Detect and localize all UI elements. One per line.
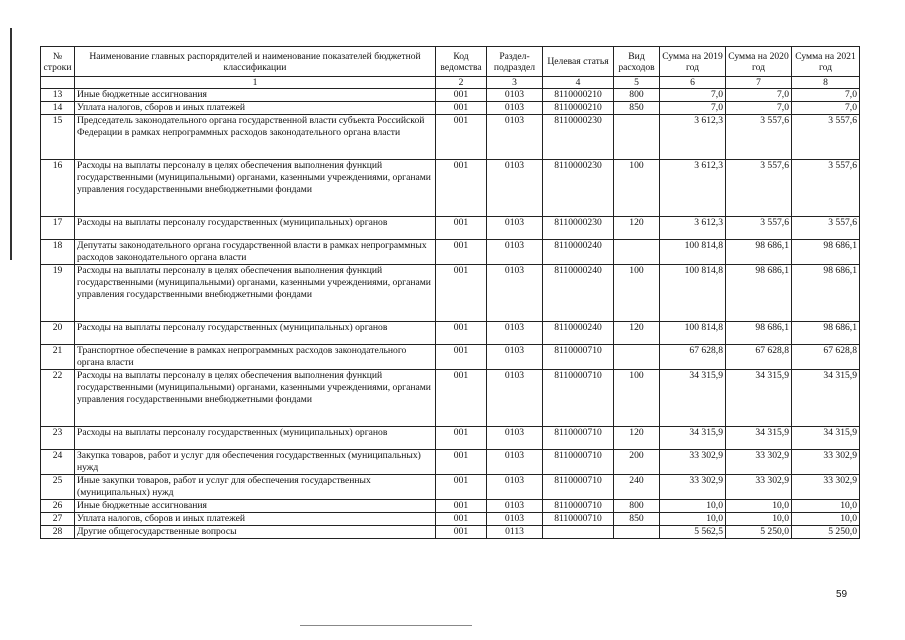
row-razdel: 0103 xyxy=(487,115,543,160)
header-number: 4 xyxy=(543,77,614,89)
row-vid xyxy=(614,526,660,539)
row-razdel: 0103 xyxy=(487,427,543,450)
row-name: Депутаты законодательного органа государственной власти в рамках непрограммных расходов законодательного органа власти xyxy=(75,240,436,265)
table-row xyxy=(41,160,860,217)
row-number: 19 xyxy=(41,265,75,322)
table-row xyxy=(41,427,860,450)
row-kod: 001 xyxy=(436,345,487,370)
row-number: 27 xyxy=(41,513,75,526)
row-kod: 001 xyxy=(436,526,487,539)
row-vid: 120 xyxy=(614,217,660,240)
row-sum-2019: 67 628,8 xyxy=(660,345,726,370)
row-celevaya: 8110000230 xyxy=(543,217,614,240)
header-sum-2019: Сумма на 2019 год xyxy=(660,47,726,77)
table-row xyxy=(41,345,860,370)
row-razdel: 0103 xyxy=(487,322,543,345)
table-row xyxy=(41,526,860,539)
table-row xyxy=(41,115,860,160)
row-name: Расходы на выплаты персоналу в целях обеспечения выполнения функций государственными (муниципальными) органами, казенными учреждениями, органами управления государственными внебюджетными фондами xyxy=(75,160,436,217)
page-number: 59 xyxy=(836,589,848,600)
row-sum-2020: 98 686,1 xyxy=(726,240,792,265)
row-sum-2019: 100 814,8 xyxy=(660,240,726,265)
row-celevaya: 8110000710 xyxy=(543,500,614,513)
row-razdel: 0103 xyxy=(487,265,543,322)
header-number: 2 xyxy=(436,77,487,89)
header-number-blank xyxy=(41,77,75,89)
header-number: 1 xyxy=(75,77,436,89)
row-sum-2020: 5 250,0 xyxy=(726,526,792,539)
row-sum-2021: 3 557,6 xyxy=(792,115,860,160)
row-celevaya: 8110000230 xyxy=(543,160,614,217)
row-sum-2020: 34 315,9 xyxy=(726,427,792,450)
table-row xyxy=(41,500,860,513)
row-sum-2020: 3 557,6 xyxy=(726,217,792,240)
row-vid: 100 xyxy=(614,160,660,217)
row-number: 13 xyxy=(41,89,75,102)
row-number: 20 xyxy=(41,322,75,345)
row-kod: 001 xyxy=(436,102,487,115)
row-sum-2021: 7,0 xyxy=(792,89,860,102)
row-sum-2019: 10,0 xyxy=(660,500,726,513)
row-razdel: 0103 xyxy=(487,500,543,513)
row-kod: 001 xyxy=(436,450,487,475)
header-vid: Вид расходов xyxy=(614,47,660,77)
header-sum-2021: Сумма на 2021 год xyxy=(792,47,860,77)
row-sum-2021: 3 557,6 xyxy=(792,160,860,217)
row-name: Иные бюджетные ассигнования xyxy=(75,89,436,102)
row-sum-2021: 98 686,1 xyxy=(792,322,860,345)
row-sum-2021: 34 315,9 xyxy=(792,427,860,450)
row-celevaya: 8110000710 xyxy=(543,345,614,370)
row-sum-2020: 67 628,8 xyxy=(726,345,792,370)
row-razdel: 0103 xyxy=(487,513,543,526)
row-vid: 850 xyxy=(614,102,660,115)
row-vid: 240 xyxy=(614,475,660,500)
row-number: 14 xyxy=(41,102,75,115)
row-sum-2021: 34 315,9 xyxy=(792,370,860,427)
budget-table xyxy=(40,46,860,539)
row-number: 24 xyxy=(41,450,75,475)
row-sum-2021: 5 250,0 xyxy=(792,526,860,539)
row-celevaya: 8110000210 xyxy=(543,102,614,115)
row-vid: 100 xyxy=(614,265,660,322)
row-sum-2020: 33 302,9 xyxy=(726,450,792,475)
row-celevaya: 8110000710 xyxy=(543,427,614,450)
row-sum-2020: 98 686,1 xyxy=(726,322,792,345)
row-name: Расходы на выплаты персоналу государственных (муниципальных) органов xyxy=(75,427,436,450)
margin-line xyxy=(10,28,12,260)
row-celevaya: 8110000710 xyxy=(543,370,614,427)
row-vid: 120 xyxy=(614,427,660,450)
row-sum-2019: 100 814,8 xyxy=(660,265,726,322)
header-number: 8 xyxy=(792,77,860,89)
table-row xyxy=(41,322,860,345)
row-celevaya: 8110000710 xyxy=(543,513,614,526)
row-name: Расходы на выплаты персоналу в целях обеспечения выполнения функций государственными (муниципальными) органами, казенными учреждениями, органами управления государственными внебюджетными фондами xyxy=(75,370,436,427)
row-number: 15 xyxy=(41,115,75,160)
row-sum-2021: 10,0 xyxy=(792,500,860,513)
row-vid xyxy=(614,345,660,370)
row-razdel: 0103 xyxy=(487,345,543,370)
row-number: 16 xyxy=(41,160,75,217)
row-sum-2020: 10,0 xyxy=(726,513,792,526)
row-kod: 001 xyxy=(436,370,487,427)
header-number: 5 xyxy=(614,77,660,89)
row-sum-2021: 7,0 xyxy=(792,102,860,115)
row-kod: 001 xyxy=(436,322,487,345)
row-sum-2021: 67 628,8 xyxy=(792,345,860,370)
row-number: 23 xyxy=(41,427,75,450)
row-name: Транспортное обеспечение в рамках непрограммных расходов законодательного органа власти xyxy=(75,345,436,370)
table-row xyxy=(41,513,860,526)
row-sum-2019: 34 315,9 xyxy=(660,370,726,427)
row-sum-2020: 7,0 xyxy=(726,89,792,102)
header-row xyxy=(41,47,860,77)
header-number: 6 xyxy=(660,77,726,89)
row-kod: 001 xyxy=(436,265,487,322)
row-sum-2019: 5 562,5 xyxy=(660,526,726,539)
row-sum-2019: 7,0 xyxy=(660,89,726,102)
row-vid: 120 xyxy=(614,322,660,345)
row-vid: 850 xyxy=(614,513,660,526)
row-sum-2020: 3 557,6 xyxy=(726,160,792,217)
row-name: Уплата налогов, сборов и иных платежей xyxy=(75,513,436,526)
row-vid xyxy=(614,115,660,160)
row-sum-2020: 10,0 xyxy=(726,500,792,513)
row-sum-2019: 3 612,3 xyxy=(660,160,726,217)
table-row xyxy=(41,450,860,475)
row-sum-2021: 33 302,9 xyxy=(792,450,860,475)
row-name: Уплата налогов, сборов и иных платежей xyxy=(75,102,436,115)
row-number: 18 xyxy=(41,240,75,265)
header-num: № строки xyxy=(41,47,75,77)
row-number: 28 xyxy=(41,526,75,539)
header-numbers-row xyxy=(41,77,860,89)
row-kod: 001 xyxy=(436,475,487,500)
row-celevaya: 8110000240 xyxy=(543,265,614,322)
row-sum-2021: 33 302,9 xyxy=(792,475,860,500)
row-name: Председатель законодательного органа государственной власти субъекта Российской Федерации в рамках непрограммных расходов законодательного органа власти xyxy=(75,115,436,160)
row-vid: 800 xyxy=(614,89,660,102)
row-kod: 001 xyxy=(436,513,487,526)
row-razdel: 0103 xyxy=(487,217,543,240)
row-razdel: 0103 xyxy=(487,89,543,102)
row-kod: 001 xyxy=(436,427,487,450)
row-vid: 800 xyxy=(614,500,660,513)
row-razdel: 0103 xyxy=(487,370,543,427)
row-sum-2019: 7,0 xyxy=(660,102,726,115)
row-sum-2021: 98 686,1 xyxy=(792,265,860,322)
row-sum-2020: 3 557,6 xyxy=(726,115,792,160)
row-sum-2019: 33 302,9 xyxy=(660,475,726,500)
row-sum-2019: 34 315,9 xyxy=(660,427,726,450)
row-name: Иные бюджетные ассигнования xyxy=(75,500,436,513)
header-sum-2020: Сумма на 2020 год xyxy=(726,47,792,77)
row-name: Закупка товаров, работ и услуг для обеспечения государственных (муниципальных) нужд xyxy=(75,450,436,475)
table-row xyxy=(41,89,860,102)
table-row xyxy=(41,370,860,427)
row-number: 21 xyxy=(41,345,75,370)
header-celevaya: Целевая статья xyxy=(543,47,614,77)
header-number: 3 xyxy=(487,77,543,89)
table-row xyxy=(41,475,860,500)
row-sum-2020: 33 302,9 xyxy=(726,475,792,500)
row-sum-2020: 7,0 xyxy=(726,102,792,115)
row-celevaya: 8110000240 xyxy=(543,240,614,265)
row-celevaya: 8110000210 xyxy=(543,89,614,102)
row-celevaya: 8110000240 xyxy=(543,322,614,345)
row-vid xyxy=(614,240,660,265)
row-name: Расходы на выплаты персоналу в целях обеспечения выполнения функций государственными (муниципальными) органами, казенными учреждениями, органами управления государственными внебюджетными фондами xyxy=(75,265,436,322)
row-razdel: 0103 xyxy=(487,475,543,500)
table-row xyxy=(41,102,860,115)
row-kod: 001 xyxy=(436,500,487,513)
row-razdel: 0103 xyxy=(487,160,543,217)
row-number: 17 xyxy=(41,217,75,240)
row-sum-2019: 10,0 xyxy=(660,513,726,526)
header-number: 7 xyxy=(726,77,792,89)
row-sum-2021: 10,0 xyxy=(792,513,860,526)
row-name: Расходы на выплаты персоналу государственных (муниципальных) органов xyxy=(75,217,436,240)
row-razdel: 0103 xyxy=(487,240,543,265)
row-sum-2021: 98 686,1 xyxy=(792,240,860,265)
row-number: 25 xyxy=(41,475,75,500)
row-sum-2019: 100 814,8 xyxy=(660,322,726,345)
row-kod: 001 xyxy=(436,115,487,160)
row-kod: 001 xyxy=(436,240,487,265)
row-razdel: 0103 xyxy=(487,450,543,475)
row-kod: 001 xyxy=(436,217,487,240)
row-number: 26 xyxy=(41,500,75,513)
row-sum-2019: 3 612,3 xyxy=(660,115,726,160)
row-celevaya: 8110000710 xyxy=(543,450,614,475)
row-name: Иные закупки товаров, работ и услуг для обеспечения государственных (муниципальных) нужд xyxy=(75,475,436,500)
row-celevaya: 8110000710 xyxy=(543,475,614,500)
row-sum-2019: 33 302,9 xyxy=(660,450,726,475)
row-celevaya xyxy=(543,526,614,539)
header-kod: Код ведомства xyxy=(436,47,487,77)
table-row xyxy=(41,265,860,322)
footer-line xyxy=(300,625,472,626)
row-kod: 001 xyxy=(436,89,487,102)
row-sum-2020: 34 315,9 xyxy=(726,370,792,427)
table-row xyxy=(41,217,860,240)
row-vid: 100 xyxy=(614,370,660,427)
row-name: Другие общегосударственные вопросы xyxy=(75,526,436,539)
row-number: 22 xyxy=(41,370,75,427)
row-kod: 001 xyxy=(436,160,487,217)
row-sum-2019: 3 612,3 xyxy=(660,217,726,240)
row-vid: 200 xyxy=(614,450,660,475)
row-celevaya: 8110000230 xyxy=(543,115,614,160)
header-razdel: Раздел-подраздел xyxy=(487,47,543,77)
row-sum-2020: 98 686,1 xyxy=(726,265,792,322)
row-name: Расходы на выплаты персоналу государственных (муниципальных) органов xyxy=(75,322,436,345)
table-row xyxy=(41,240,860,265)
row-razdel: 0103 xyxy=(487,102,543,115)
row-razdel: 0113 xyxy=(487,526,543,539)
row-sum-2021: 3 557,6 xyxy=(792,217,860,240)
header-name: Наименование главных распорядителей и наименование показателей бюджетной классификации xyxy=(75,47,436,77)
